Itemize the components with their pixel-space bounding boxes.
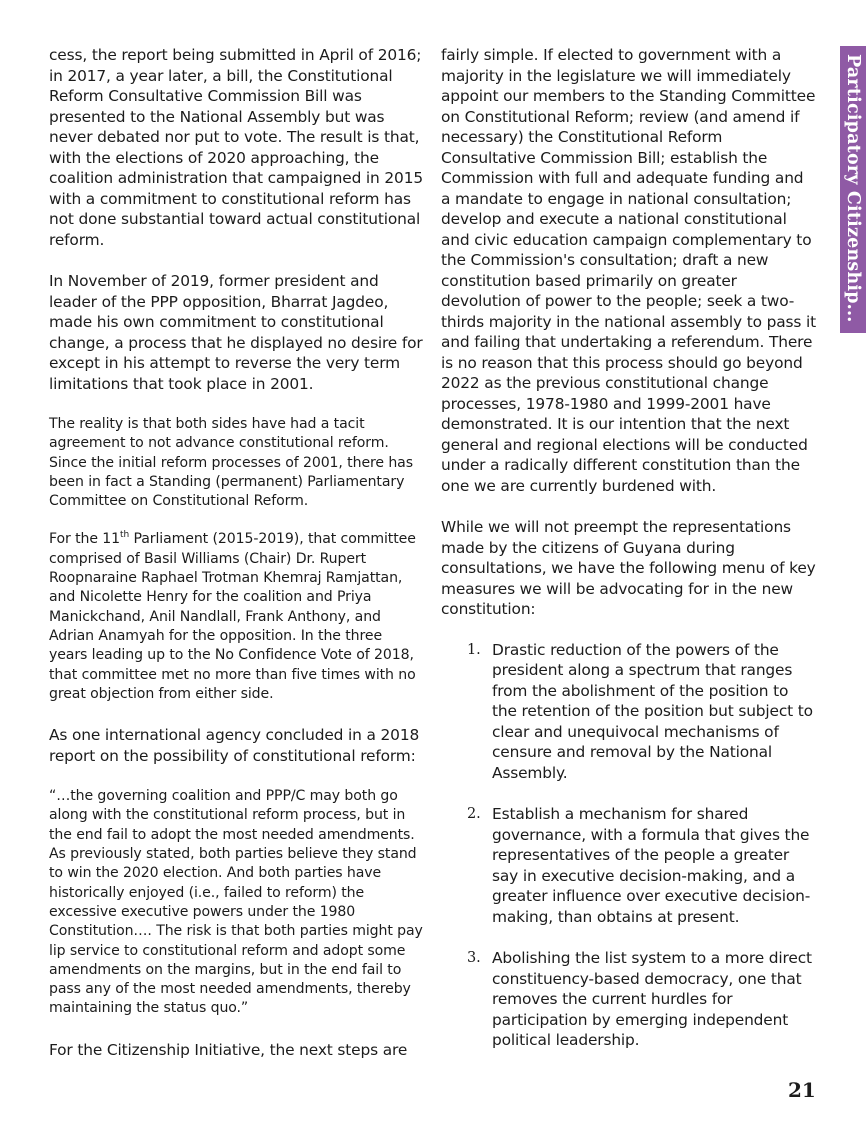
list-number: 3. xyxy=(467,950,481,966)
list-item-text: Drastic reduction of the powers of the president along a spectrum that ranges from the abolishment of the position to the retention of the position but subject to clear and unequivocal mechanisms of censure and removal by the National Assembly. xyxy=(492,640,813,782)
paragraph: For the Citizenship Initiative, the next steps are xyxy=(49,1040,408,1059)
left-column xyxy=(49,45,423,1060)
list-number: 2. xyxy=(467,806,481,822)
list-item-text: Establish a mechanism for shared governance, with a formula that gives the representatives of the people a greater say in executive decision-making, and a greater influence over executive decision-making, than obtains at present. xyxy=(492,805,811,926)
paragraph: The reality is that both sides have had a tacit agreement to not advance constitutional reform. Since the initial reform processes of 2001, there has been in fact a Standing (permanent) Parliamentary Committee on Constitutional Reform. xyxy=(49,416,413,510)
right-column xyxy=(441,45,817,1051)
section-tab-label: Participatory Citizenship... xyxy=(843,54,863,323)
page-number: 21 xyxy=(788,1078,816,1102)
paragraph-text: For the 11 xyxy=(49,531,121,548)
list-item-text: Abolishing the list system to a more direct constituency-based democracy, one that removes the current hurdles for participation by emerging independent political leadership. xyxy=(492,949,812,1049)
list-item xyxy=(441,948,817,1051)
paragraph: cess, the report being submitted in April of 2016; in 2017, a year later, a bill, the Constitutional Reform Consultative Commission Bill was presented to the National Assembly but was never debated nor put to vote. The result is that, with the elections of 2020 approaching, the coalition administration that campaigned in 2015 with a commitment to constitutional reform has not done substantial toward actual constitutional reform. xyxy=(49,46,423,249)
list-item xyxy=(441,640,817,784)
superscript: th xyxy=(120,530,130,541)
paragraph: As one international agency concluded in a 2018 report on the possibility of constitutional reform: xyxy=(49,726,420,765)
paragraph: While we will not preempt the representations made by the citizens of Guyana during consultations, we have the following menu of key measures we will be advocating for in the new constitution: xyxy=(441,518,816,618)
block-quote: “…the governing coalition and PPP/C may both go along with the constitutional reform process, but in the end fail to adopt the most needed amendments. As previously stated, both parties believe they stand to win the 2020 election. And both parties have historically enjoyed (i.e., failed to reform) the excessive executive powers under the 1980 Constitution…. The risk is that both parties might pay lip service to constitutional reform and adopt some amendments on the margins, but in the end fail to pass any of the most needed amendments, thereby maintaining the status quo.” xyxy=(49,788,423,1017)
section-tab xyxy=(840,46,866,333)
measures-list xyxy=(441,640,817,1051)
paragraph: In November of 2019, former president and leader of the PPP opposition, Bharrat Jagdeo, made his own commitment to constitutional change, a process that he displayed no desire for except in his attempt to reverse the very term limitations that took place in 2001. xyxy=(49,272,423,393)
paragraph: fairly simple. If elected to government with a majority in the legislature we will immediately appoint our members to the Standing Committee on Constitutional Reform; review (and amend if necessary) the Constitutional Reform Consultative Commission Bill; establish the Commission with full and adequate funding and a mandate to engage in national consultation; develop and execute a national constitutional and civic education campaign complementary to the Commission's consultation; draft a new constitution based primarily on greater devolution of power to the people; seek a two-thirds majority in the national assembly to pass it and failing that undertaking a referendum. There is no reason that this process should go beyond 2022 as the previous constitutional change processes, 1978-1980 and 1999-2001 have demonstrated. It is our intention that the next general and regional elections will be conducted under a radically different constitution than the one we are currently burdened with. xyxy=(441,46,817,495)
paragraph-text: Parliament (2015-2019), that committee comprised of Basil Williams (Chair) Dr. Rupert Roopnaraine Raphael Trotman Khemraj Ramjattan, and Nicolette Henry for the coalition and Priya Manickchand, Anil Nandlall, Frank Anthony, and Adrian Anamyah for the opposition. In the three years leading up to the No Confidence Vote of 2018, that committee met no more than five times with no great objection from either side. xyxy=(49,531,416,702)
list-number: 1. xyxy=(467,641,481,658)
paragraph xyxy=(49,530,423,704)
list-item xyxy=(441,804,817,927)
